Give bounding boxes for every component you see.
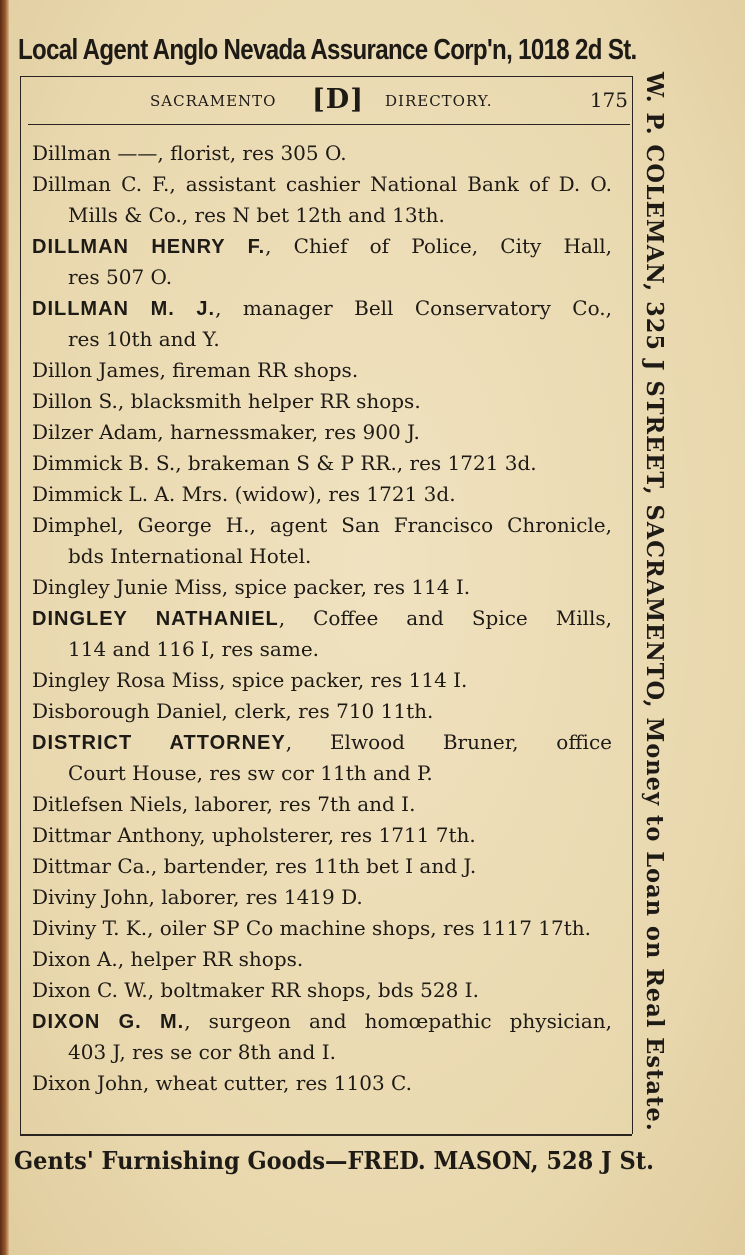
directory-entry: [32, 820, 612, 851]
header-city: SACRAMENTO: [150, 92, 277, 110]
entry-text: 114 and 116 I, res same.: [68, 637, 320, 661]
directory-entry: [32, 882, 612, 913]
entry-continuation-line: [32, 758, 612, 789]
directory-entry: [32, 231, 612, 262]
entry-continuation-line: [32, 634, 612, 665]
entry-name: DISTRICT ATTORNEY: [32, 732, 286, 754]
directory-entry: [32, 355, 612, 386]
entry-name: Diviny John: [32, 885, 149, 909]
directory-entry: [32, 448, 612, 479]
entry-name: Dillon S.: [32, 389, 118, 413]
entry-name: Dimmick B. S.: [32, 451, 176, 475]
entry-continuation-line: [32, 324, 612, 355]
entry-name: Dillon James: [32, 358, 160, 382]
entry-continuation-line: [32, 262, 612, 293]
entry-name: Dingley Junie Miss: [32, 575, 222, 599]
entry-text: res 10th and Y.: [68, 327, 220, 351]
entry-text: , blacksmith helper RR shops.: [117, 389, 421, 413]
entry-text: , harnessmaker, res 900 J.: [157, 420, 420, 444]
entry-text: , Elwood Bruner, office: [285, 730, 612, 754]
frame-top-rule: [20, 76, 632, 77]
directory-entry: [32, 789, 612, 820]
book-spine-edge: [0, 0, 9, 1255]
entry-name: Dixon C. W.: [32, 978, 148, 1002]
entry-text: , brakeman S & P RR., res 1721 3d.: [175, 451, 537, 475]
entry-text: , boltmaker RR shops, bds 528 I.: [147, 978, 479, 1002]
directory-entry: [32, 696, 612, 727]
entry-text: , laborer, res 7th and I.: [181, 792, 416, 816]
entry-text: , agent San Francisco Chronicle,: [249, 513, 612, 537]
entry-text: , wheat cutter, res 1103 C.: [142, 1071, 412, 1095]
entry-text: res 507 O.: [68, 265, 173, 289]
entry-text: , Coffee and Spice Mills,: [278, 606, 612, 630]
entry-text: , bartender, res 11th bet I and J.: [150, 854, 477, 878]
directory-entry: [32, 293, 612, 324]
entry-text: , helper RR shops.: [117, 947, 304, 971]
footer-rule: [20, 1134, 632, 1136]
directory-entry: [32, 913, 612, 944]
entry-text: ——, florist, res 305 O.: [111, 141, 347, 165]
directory-entry: [32, 975, 612, 1006]
entry-name: Dillman: [32, 141, 111, 165]
entry-text: , oiler SP Co machine shops, res 1117 17th.: [147, 916, 592, 940]
entry-name: Dixon John: [32, 1071, 143, 1095]
entry-name: Dillman C. F.: [32, 172, 170, 196]
entry-text: , upholsterer, res 1711 7th.: [199, 823, 476, 847]
entry-name: Ditlefsen Niels: [32, 792, 182, 816]
directory-entry: [32, 1006, 612, 1037]
entry-name: Dixon A.: [32, 947, 118, 971]
entry-text: (widow), res 1721 3d.: [228, 482, 456, 506]
top-advertisement: Local Agent Anglo Nevada Assurance Corp'n, 1018 2d St.: [18, 34, 637, 66]
entry-name: DIXON G. M.: [32, 1011, 185, 1033]
header-rule: [28, 124, 630, 125]
directory-entry: [32, 138, 612, 169]
directory-entry: [32, 572, 612, 603]
directory-entry: [32, 386, 612, 417]
entry-name: Dittmar Ca.: [32, 854, 151, 878]
entry-text: , fireman RR shops.: [159, 358, 359, 382]
directory-entry: [32, 727, 612, 758]
entry-name: DINGLEY NATHANIEL: [32, 608, 279, 630]
directory-entry: [32, 603, 612, 634]
directory-entry: [32, 417, 612, 448]
running-header: [28, 84, 628, 116]
entry-text: Mills & Co., res N bet 12th and 13th.: [68, 203, 445, 227]
frame-left-rule: [20, 76, 21, 1134]
directory-entry: [32, 665, 612, 696]
directory-entry: [32, 479, 612, 510]
side-advertisement: W. P. COLEMAN, 325 J STREET, SACRAMENTO, Money to Loan on Real Estate.: [641, 72, 668, 1132]
directory-entry: [32, 169, 612, 200]
entry-text: , spice packer, res 114 I.: [221, 575, 471, 599]
entry-text: , assistant cashier National Bank of D. O.: [169, 172, 612, 196]
entry-name: Disborough Daniel: [32, 699, 222, 723]
entry-text: 403 J, res se cor 8th and I.: [68, 1040, 336, 1064]
page-number: 175: [589, 88, 628, 112]
entry-name: Dittmar Anthony: [32, 823, 200, 847]
directory-entry: [32, 510, 612, 541]
bottom-advertisement: Gents' Furnishing Goods—FRED. MASON, 528 J St.: [14, 1146, 654, 1175]
header-section-letter: [D]: [312, 84, 364, 115]
entry-name: Diviny T. K.: [32, 916, 148, 940]
entry-name: Dimmick L. A. Mrs.: [32, 482, 229, 506]
directory-entries: [32, 138, 612, 1099]
entry-name: Dilzer Adam: [32, 420, 158, 444]
entry-text: Court House, res sw cor 11th and P.: [68, 761, 433, 785]
entry-continuation-line: [32, 200, 612, 231]
entry-text: bds International Hotel.: [68, 544, 312, 568]
entry-continuation-line: [32, 1037, 612, 1068]
directory-entry: [32, 944, 612, 975]
entry-text: , clerk, res 710 11th.: [221, 699, 434, 723]
entry-name: DILLMAN M. J.: [32, 298, 216, 320]
entry-text: , manager Bell Conservatory Co.,: [215, 296, 612, 320]
entry-text: , surgeon and homœpathic physician,: [184, 1009, 612, 1033]
entry-text: , spice packer, res 114 I.: [219, 668, 468, 692]
entry-continuation-line: [32, 541, 612, 572]
entry-name: DILLMAN HENRY F.: [32, 236, 266, 258]
entry-text: , laborer, res 1419 D.: [148, 885, 363, 909]
header-directory: DIRECTORY.: [385, 92, 493, 110]
entry-text: , Chief of Police, City Hall,: [265, 234, 612, 258]
directory-entry: [32, 1068, 612, 1099]
entry-name: Dingley Rosa Miss: [32, 668, 220, 692]
directory-entry: [32, 851, 612, 882]
entry-name: Dimphel, George H.: [32, 513, 250, 537]
